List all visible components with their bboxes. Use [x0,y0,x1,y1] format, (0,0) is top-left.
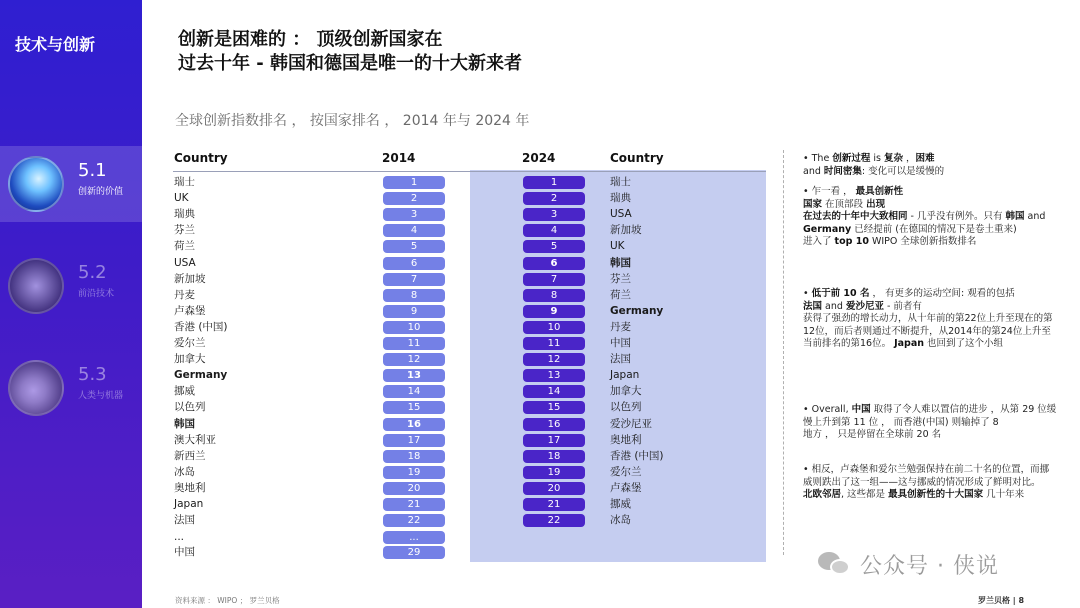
country-2014: 丹麦 [174,289,195,301]
sidebar-item-label: 创新的价值 [78,187,124,197]
sidebar-item-number: 5.1 [78,160,107,181]
country-2024: 卢森堡 [610,482,642,494]
table-row [0,512,1080,528]
country-2014: UK [174,192,189,204]
rank-2014-badge: ... [383,531,445,544]
country-2024: 冰岛 [610,514,631,526]
country-2014: 新西兰 [174,450,206,462]
country-2014: 加拿大 [174,353,206,365]
country-2014: 以色列 [174,401,206,413]
country-2014: 冰岛 [174,466,195,478]
rank-2014-badge: 29 [383,546,445,559]
country-2014: 韩国 [174,418,195,430]
rank-2024-badge: 17 [523,434,585,447]
table-row [0,448,1080,464]
country-2024: 加拿大 [610,385,642,397]
rank-2014-badge: 13 [383,369,445,382]
table-header-rule [173,171,766,172]
country-2024: 芬兰 [610,273,631,285]
rank-2024-badge: 9 [523,305,585,318]
table-row [0,529,1080,545]
rank-2014-badge: 18 [383,450,445,463]
rank-2014-badge: 22 [383,514,445,527]
country-2024: UK [610,240,625,252]
page-title [178,28,522,76]
note-1: • The 创新过程 is 复杂 ，困难 and 时间密集: 变化可以是缓慢的 [803,153,945,177]
watermark-text: 公众号 · 侠说 [860,553,999,579]
rank-2014-badge: 20 [383,482,445,495]
country-2024: 以色列 [610,401,642,413]
rank-2024-badge: 12 [523,353,585,366]
note-2: • 乍一看 ， 最具创新性 国家 在顶部段 出现 在过去的十年中大致相同 - 几乎没有例外。只有 韩国 and Germany 已经提前 (在德国的情况下是卷土重来) 进入了 top 10 WIPO 全球创新指数排名 [803,186,1046,247]
country-2014: 新加坡 [174,273,206,285]
rank-2014-badge: 1 [383,176,445,189]
rank-2024-badge: 16 [523,418,585,431]
rank-2014-badge: 6 [383,257,445,270]
header-country-right: Country [610,151,664,165]
country-2014: Germany [174,369,228,381]
rank-2014-badge: 3 [383,208,445,221]
sidebar-item-label: 前沿技术 [78,289,115,299]
rank-2024-badge: 5 [523,240,585,253]
watermark [818,547,999,581]
note-3: • 低于前 10 名 ， 有更多的运动空间: 观看的包括 法国 and 爱沙尼亚 - 前者有 获得了强劲的增长动力，从十年前的第22位上升至现在的第12位，而后者则通过不断提升，从2014年的第24位上升至当前排名的第16位。 Japan 也回到了这个小组 [803,288,1053,349]
country-2014: 香港 (中国) [174,321,228,333]
rank-2024-badge: 11 [523,337,585,350]
rank-2014-badge: 12 [383,353,445,366]
country-2014: 爱尔兰 [174,337,206,349]
page-title-line-2: 过去十年 - 韩国和德国是唯一的十大新来者 [178,53,523,74]
sidebar-item-number: 5.2 [78,262,107,283]
note-5: • 相反，卢森堡和爱尔兰勉强保持在前二十名的位置，而挪威则跌出了这一组——这与挪威的情况形成了鲜明对比。 北欧邻居, 这些都是 最具创新性的十大国家 几十年来 [803,464,1050,500]
source-footnote: 资料来源 ： WIPO ； 罗兰贝格 [175,596,280,605]
country-2024: Germany [610,305,664,317]
country-2024: 韩国 [610,257,631,269]
rank-2024-badge: 7 [523,273,585,286]
rank-2014-badge: 17 [383,434,445,447]
rank-2024-badge: 6 [523,257,585,270]
country-2024: 瑞典 [610,192,631,204]
rank-2014-badge: 15 [383,401,445,414]
country-2014: 瑞士 [174,176,195,188]
page-subtitle: 全球创新指数排名 ， 按国家排名 ， 2014 年与 2024 年 [175,113,530,129]
rank-2024-badge: 8 [523,289,585,302]
rank-2014-badge: 8 [383,289,445,302]
table-row [0,367,1080,383]
country-2024: Japan [610,369,640,381]
country-2024: 瑞士 [610,176,631,188]
rank-2014-badge: 5 [383,240,445,253]
wechat-icon [818,550,852,578]
country-2024: 新加坡 [610,224,642,236]
country-2024: 法国 [610,353,631,365]
country-2024: 香港 (中国) [610,450,664,462]
country-2014: 瑞典 [174,208,195,220]
rank-2014-badge: 14 [383,385,445,398]
country-2014: 卢森堡 [174,305,206,317]
rank-2024-badge: 3 [523,208,585,221]
header-2024: 2024 [522,151,556,165]
country-2024: 挪威 [610,498,631,510]
table-row [0,255,1080,271]
rank-2024-badge: 20 [523,482,585,495]
rank-2024-badge: 15 [523,401,585,414]
rank-2014-badge: 9 [383,305,445,318]
rank-2014-badge: 10 [383,321,445,334]
rank-2014-badge: 2 [383,192,445,205]
notes-divider [783,150,784,555]
table-row [0,351,1080,367]
rank-2014-badge: 21 [383,498,445,511]
country-2014: 芬兰 [174,224,195,236]
rank-2024-badge: 10 [523,321,585,334]
rank-2024-badge: 22 [523,514,585,527]
rank-2014-badge: 19 [383,466,445,479]
sidebar-title: 技术与创新 [15,35,96,54]
rank-2014-badge: 11 [383,337,445,350]
country-2024: 爱沙尼亚 [610,418,652,430]
rank-2024-badge: 21 [523,498,585,511]
rank-2014-badge: 7 [383,273,445,286]
header-2014: 2014 [382,151,416,165]
table-row [0,383,1080,399]
page-title-line-1: 创新是困难的 ： 顶级创新国家在 [178,29,443,50]
country-2024: 荷兰 [610,289,631,301]
rank-2024-badge: 2 [523,192,585,205]
country-2014: 荷兰 [174,240,195,252]
country-2014: 中国 [174,546,195,558]
country-2014: Japan [174,498,204,510]
country-2024: 丹麦 [610,321,631,333]
rank-2024-badge: 4 [523,224,585,237]
rank-2024-badge: 13 [523,369,585,382]
rank-2014-badge: 4 [383,224,445,237]
rank-2024-badge: 19 [523,466,585,479]
sidebar-item-label: 人类与机器 [78,391,124,401]
country-2014: 澳大利亚 [174,434,216,446]
page-number: 罗兰贝格 | 8 [978,596,1025,605]
country-2014: 法国 [174,514,195,526]
table-row [0,271,1080,287]
rank-2024-badge: 1 [523,176,585,189]
header-country-left: Country [174,151,228,165]
country-2024: 奥地利 [610,434,642,446]
country-2014: USA [174,257,196,269]
sidebar-item-number: 5.3 [78,364,107,385]
rank-2024-badge: 18 [523,450,585,463]
rank-2014-badge: 16 [383,418,445,431]
country-2014: 奥地利 [174,482,206,494]
country-2014: ... [174,531,185,543]
note-4: • Overall, 中国 取得了令人难以置信的进步 ，从第 29 位缓慢上升到第 11 位 ， 而香港(中国) 则输掉了 8 地方 ， 只是停留在全球前 20 名 [803,404,1057,440]
country-2024: 爱尔兰 [610,466,642,478]
rank-2024-badge: 14 [523,385,585,398]
country-2014: 挪威 [174,385,195,397]
country-2024: USA [610,208,632,220]
country-2024: 中国 [610,337,631,349]
